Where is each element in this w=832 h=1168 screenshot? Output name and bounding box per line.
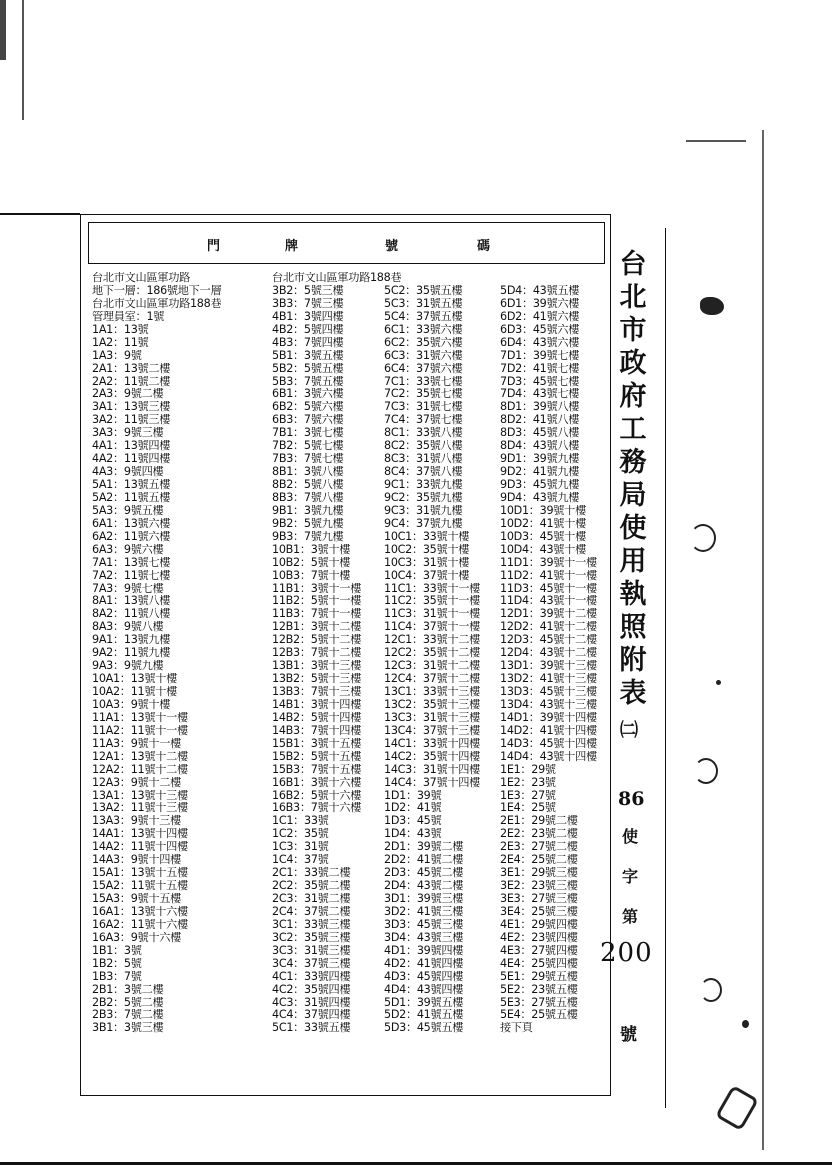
scan-mark <box>715 1085 759 1131</box>
address-line: 13B3：7號十三樓 <box>272 686 362 698</box>
header-char-4: 碼 <box>477 239 491 254</box>
address-line: 9A3：9號九樓 <box>92 660 164 673</box>
address-line: 13B2：5號十三樓 <box>272 673 362 686</box>
address-line: 3B2：5號三樓 <box>272 284 344 297</box>
side-title-char: 照 <box>619 612 647 643</box>
address-line: 7A1：13號七樓 <box>92 556 171 569</box>
address-line: 7A3：9號七樓 <box>92 582 164 595</box>
address-line: 7B2：5號七樓 <box>272 440 344 453</box>
address-line: 10B1：3號十樓 <box>272 543 351 556</box>
address-line: 6C4：37號六樓 <box>384 362 463 375</box>
address-line: 8B1：3號八樓 <box>272 466 344 479</box>
address-line: 接下頁 <box>500 1022 533 1035</box>
address-column-4 <box>500 272 597 1035</box>
address-line: 7C2：35號七樓 <box>384 388 463 401</box>
address-line: 11B2：5號十一樓 <box>272 595 362 608</box>
address-line: 1A2：11號 <box>92 336 149 349</box>
scan-left-rule <box>0 213 80 215</box>
scan-bottom-rule <box>0 1162 832 1165</box>
address-line: 4C3：31號四樓 <box>272 996 351 1009</box>
address-line: 16A2：11號十六樓 <box>92 918 188 931</box>
address-line: 7D3：45號七樓 <box>500 375 580 388</box>
address-line: 11B1：3號十一樓 <box>272 582 362 595</box>
address-line: 10A2：11號十樓 <box>92 686 177 698</box>
address-line: 13A3：9號十三樓 <box>92 815 182 828</box>
side-title-char: 政 <box>619 348 647 379</box>
address-line: 5E1：29號五樓 <box>500 970 578 983</box>
address-line: 5D3：45號五樓 <box>384 1022 464 1035</box>
address-line: 7B3：7號七樓 <box>272 453 344 466</box>
address-line: 5A1：13號五樓 <box>92 479 171 491</box>
permit-suffix: 號 <box>620 1025 637 1045</box>
address-line: 1E3：27號 <box>500 789 556 802</box>
address-line: 4E4：25號四樓 <box>500 957 578 970</box>
address-line: 6A1：13號六樓 <box>92 517 171 530</box>
address-line: 12C1：33號十二樓 <box>384 634 481 647</box>
address-line: 3E4：25號三樓 <box>500 905 578 918</box>
address-line: 2E2：23號二樓 <box>500 828 578 841</box>
address-line: 12D1：39號十二樓 <box>500 608 597 621</box>
address-line: 1A3：9號 <box>92 349 142 362</box>
address-line: 6C2：35號六樓 <box>384 336 463 349</box>
address-line: 1B1：3號 <box>92 944 142 957</box>
address-line: 1E1：29號 <box>500 763 556 776</box>
address-line: 8C4：37號八樓 <box>384 466 463 479</box>
address-line: 9D2：41號九樓 <box>500 466 580 479</box>
address-line: 3D1：39號三樓 <box>384 893 464 905</box>
scan-mark <box>700 297 724 315</box>
address-line: 4D1：39號四樓 <box>384 944 464 957</box>
address-line: 7A2：11號七樓 <box>92 569 171 582</box>
address-line: 11C4：37號十一樓 <box>384 621 481 634</box>
address-line: 8D2：41號八樓 <box>500 414 580 427</box>
address-line: 4C2：35號四樓 <box>272 983 351 996</box>
address-line: 14C3：31號十四樓 <box>384 763 481 776</box>
address-line: 1D4：43號 <box>384 828 442 841</box>
address-line: 3B3：7號三樓 <box>272 297 344 310</box>
address-line: 8D1：39號八樓 <box>500 401 580 414</box>
address-line: 10A1：13號十樓 <box>92 673 177 686</box>
address-line: 5E3：27號五樓 <box>500 996 578 1009</box>
address-line: 10C3：31號十樓 <box>384 556 470 569</box>
address-line: 8B3：7號八樓 <box>272 491 344 504</box>
scan-left-vertical <box>22 0 24 120</box>
side-title-char: 執 <box>619 579 647 610</box>
address-line: 台北市文山區軍功路188巷 <box>92 297 222 310</box>
address-line: 12B2：5號十二樓 <box>272 634 362 647</box>
address-line: 10C2：35號十樓 <box>384 543 470 556</box>
address-line: 9D1：39號九樓 <box>500 453 580 466</box>
address-line: 3C1：33號三樓 <box>272 918 351 931</box>
scan-mark <box>690 524 716 552</box>
address-line: 2C2：35號二樓 <box>272 880 351 893</box>
address-line: 2C4：37號二樓 <box>272 905 351 918</box>
address-line: 14D3：45號十四樓 <box>500 737 597 750</box>
address-line: 4C1：33號四樓 <box>272 970 351 983</box>
address-line: 16B3：7號十六樓 <box>272 802 362 815</box>
address-line: 8D3：45號八樓 <box>500 427 580 440</box>
address-line: 5C1：33號五樓 <box>272 1022 351 1035</box>
address-line: 2B2：5號二樓 <box>92 996 164 1009</box>
address-line: 15A2：11號十五樓 <box>92 880 188 893</box>
address-line: 2E1：29號二樓 <box>500 815 578 828</box>
scan-mark <box>742 1020 749 1028</box>
address-line: 9D4：43號九樓 <box>500 491 580 504</box>
address-line: 11B3：7號十一樓 <box>272 608 362 621</box>
side-title-char: 表 <box>619 678 647 709</box>
address-line: 12C3：31號十二樓 <box>384 660 481 673</box>
side-title-char: 府 <box>619 381 647 412</box>
address-line: 10A3：9號十樓 <box>92 698 171 711</box>
address-line: 9C2：35號九樓 <box>384 491 463 504</box>
header-char-3: 號 <box>385 239 399 254</box>
address-line: 10D2：41號十樓 <box>500 517 586 530</box>
address-line: 1B2：5號 <box>92 957 142 970</box>
address-line: 2E4：25號二樓 <box>500 854 578 867</box>
address-line: 9C1：33號九樓 <box>384 479 463 491</box>
address-line: 14B3：7號十四樓 <box>272 724 362 737</box>
address-line: 12A1：13號十二樓 <box>92 750 188 763</box>
address-line: 1D1：39號 <box>384 789 442 802</box>
address-line: 台北市文山區軍功路188巷 <box>272 272 402 284</box>
address-line: 10C1：33號十樓 <box>384 530 470 543</box>
scan-mark <box>694 758 718 784</box>
address-line: 7C1：33號七樓 <box>384 375 463 388</box>
address-line: 12A3：9號十二樓 <box>92 776 182 789</box>
scan-right-vertical <box>762 130 764 1150</box>
side-title <box>618 248 648 710</box>
permit-number: 200 <box>600 938 653 968</box>
address-line: 12A2：11號十二樓 <box>92 763 188 776</box>
address-line: 11D3：45號十一樓 <box>500 582 597 595</box>
address-line: 15B1：3號十五樓 <box>272 737 362 750</box>
address-line: 2C3：31號二樓 <box>272 893 351 905</box>
address-line: 5E4：25號五樓 <box>500 1009 578 1022</box>
address-line: 3D3：45號三樓 <box>384 918 464 931</box>
address-line: 4A2：11號四樓 <box>92 453 171 466</box>
address-line: 6D3：45號六樓 <box>500 323 580 336</box>
address-line: 6D1：39號六樓 <box>500 297 580 310</box>
address-line: 8A3：9號八樓 <box>92 621 164 634</box>
address-line: 2B1：3號二樓 <box>92 983 164 996</box>
side-title-char: 附 <box>619 645 647 676</box>
address-line: 13D2：41號十三樓 <box>500 673 597 686</box>
address-line: 2D2：41號二樓 <box>384 854 464 867</box>
address-line: 4C4：37號四樓 <box>272 1009 351 1022</box>
scan-top-left-line <box>0 0 6 60</box>
address-line: 4E3：27號四樓 <box>500 944 578 957</box>
address-line: 2B3：7號二樓 <box>92 1009 164 1022</box>
address-line: 13B1：3號十三樓 <box>272 660 362 673</box>
address-line: 5B2：5號五樓 <box>272 362 344 375</box>
address-line: 7D1：39號七樓 <box>500 349 580 362</box>
address-line: 13D1：39號十三樓 <box>500 660 597 673</box>
address-line: 4D4：43號四樓 <box>384 983 464 996</box>
address-line: 台北市文山區軍功路 <box>92 272 190 284</box>
address-line: 4B1：3號四樓 <box>272 310 344 323</box>
address-line: 5C3：31號五樓 <box>384 297 463 310</box>
address-line: 12D2：41號十二樓 <box>500 621 597 634</box>
address-line: 7C4：37號七樓 <box>384 414 463 427</box>
address-line: 14A1：13號十四樓 <box>92 828 188 841</box>
address-line: 9A1：13號九樓 <box>92 634 171 647</box>
address-line: 3A1：13號三樓 <box>92 401 171 414</box>
address-line: 9C4：37號九樓 <box>384 517 463 530</box>
address-line: 10D3：45號十樓 <box>500 530 586 543</box>
address-line: 3D2：41號三樓 <box>384 905 464 918</box>
address-line: 14C4：37號十四樓 <box>384 776 481 789</box>
address-line: 8A2：11號八樓 <box>92 608 171 621</box>
address-line: 6A3：9號六樓 <box>92 543 164 556</box>
address-line: 6B1：3號六樓 <box>272 388 344 401</box>
address-line: 5D2：41號五樓 <box>384 1009 464 1022</box>
permit-category-2: 字 <box>622 867 639 886</box>
address-line: 9C3：31號九樓 <box>384 504 463 517</box>
address-line: 5D4：43號五樓 <box>500 284 580 297</box>
address-line: 6C3：31號六樓 <box>384 349 463 362</box>
address-line: 1E4：25號 <box>500 802 556 815</box>
address-line: 12D3：45號十二樓 <box>500 634 597 647</box>
side-title-char: 台 <box>619 249 647 280</box>
address-line: 16B1：3號十六樓 <box>272 776 362 789</box>
address-line: 4E2：23號四樓 <box>500 931 578 944</box>
address-line: 13C3：31號十三樓 <box>384 711 481 724</box>
address-line: 4B2：5號四樓 <box>272 323 344 336</box>
address-line: 11A3：9號十一樓 <box>92 737 182 750</box>
address-line: 5B1：3號五樓 <box>272 349 344 362</box>
scan-mark <box>716 680 721 685</box>
permit-category-1: 使 <box>622 827 639 846</box>
permit-year: 86 <box>618 788 645 810</box>
address-line: 14D1：39號十四樓 <box>500 711 597 724</box>
address-line: 14D2：41號十四樓 <box>500 724 597 737</box>
address-line: 16B2：5號十六樓 <box>272 789 362 802</box>
address-line: 地下一層：186號地下一層 <box>92 284 222 297</box>
address-line: 1D2：41號 <box>384 802 442 815</box>
address-line: 9B3：7號九樓 <box>272 530 344 543</box>
header-char-2: 牌 <box>285 239 299 254</box>
side-title-char: 使 <box>619 513 647 544</box>
address-line: 5D1：39號五樓 <box>384 996 464 1009</box>
address-line: 13A1：13號十三樓 <box>92 789 188 802</box>
side-title-char: 北 <box>619 282 647 313</box>
address-line: 1A1：13號 <box>92 323 149 336</box>
address-line: 管理員室：1號 <box>92 310 165 323</box>
address-line: 11C3：31號十一樓 <box>384 608 481 621</box>
address-line: 1E2：23號 <box>500 776 556 789</box>
scan-mark-line <box>686 140 746 142</box>
address-line: 3B1：3號三樓 <box>92 1022 164 1035</box>
address-line: 2C1：33號二樓 <box>272 867 351 880</box>
address-line: 5C4：37號五樓 <box>384 310 463 323</box>
address-line <box>384 272 480 285</box>
address-line: 8C2：35號八樓 <box>384 440 463 453</box>
address-line: 5A3：9號五樓 <box>92 504 164 517</box>
side-title-char: 工 <box>619 414 647 445</box>
address-line: 6C1：33號六樓 <box>384 323 463 336</box>
address-line: 16A1：13號十六樓 <box>92 905 188 918</box>
address-line: 14D4：43號十四樓 <box>500 750 597 763</box>
address-line: 6D4：43號六樓 <box>500 336 580 349</box>
address-line: 14C1：33號十四樓 <box>384 737 481 750</box>
address-line: 1C4：37號 <box>272 854 329 867</box>
address-line: 13C4：37號十三樓 <box>384 724 481 737</box>
address-line: 2A1：13號二樓 <box>92 362 171 375</box>
address-line: 6D2：41號六樓 <box>500 310 580 323</box>
address-line: 5E2：23號五樓 <box>500 983 578 996</box>
address-line: 13D3：45號十三樓 <box>500 686 597 698</box>
address-line: 7C3：31號七樓 <box>384 401 463 414</box>
address-line: 10B2：5號十樓 <box>272 556 351 569</box>
section-mark: ㈡ <box>620 720 638 741</box>
address-line: 4E1：29號四樓 <box>500 918 578 931</box>
address-line: 9B1：3號九樓 <box>272 504 344 517</box>
address-line: 10C4：37號十樓 <box>384 569 470 582</box>
side-title-char: 務 <box>619 447 647 478</box>
address-line: 2A3：9號二樓 <box>92 388 164 401</box>
address-line: 10D1：39號十樓 <box>500 504 586 517</box>
address-line: 3C2：35號三樓 <box>272 931 351 944</box>
address-line: 3E3：27號三樓 <box>500 893 578 905</box>
address-line: 3E2：23號三樓 <box>500 880 578 893</box>
address-line: 13A2：11號十三樓 <box>92 802 188 815</box>
address-line: 3C3：31號三樓 <box>272 944 351 957</box>
address-line: 14A3：9號十四樓 <box>92 854 182 867</box>
address-line: 11A1：13號十一樓 <box>92 711 188 724</box>
address-line: 6A2：11號六樓 <box>92 530 171 543</box>
address-column-3 <box>384 272 480 1035</box>
address-line: 12B3：7號十二樓 <box>272 647 362 660</box>
address-line: 10D4：43號十樓 <box>500 543 586 556</box>
address-line: 2A2：11號二樓 <box>92 375 171 388</box>
side-title-char: 用 <box>619 546 647 577</box>
address-line: 15A1：13號十五樓 <box>92 867 188 880</box>
address-line: 6B3：7號六樓 <box>272 414 344 427</box>
address-line: 14C2：35號十四樓 <box>384 750 481 763</box>
address-line: 7D2：41號七樓 <box>500 362 580 375</box>
address-line: 8C3：31號八樓 <box>384 453 463 466</box>
address-line: 3E1：29號三樓 <box>500 867 578 880</box>
address-line: 4D3：45號四樓 <box>384 970 464 983</box>
header-char-1: 門 <box>207 239 221 254</box>
address-line: 5A2：11號五樓 <box>92 491 171 504</box>
address-line: 3C4：37號三樓 <box>272 957 351 970</box>
address-line: 12C2：35號十二樓 <box>384 647 481 660</box>
side-title-char: 局 <box>619 480 647 511</box>
address-line: 3D4：43號三樓 <box>384 931 464 944</box>
address-line: 11D1：39號十一樓 <box>500 556 597 569</box>
permit-category-3: 第 <box>622 907 639 926</box>
address-line: 11D2：41號十一樓 <box>500 569 597 582</box>
address-line: 14B1：3號十四樓 <box>272 698 362 711</box>
address-line: 5B3：7號五樓 <box>272 375 344 388</box>
side-title-char: 市 <box>619 315 647 346</box>
address-line: 1C1：33號 <box>272 815 329 828</box>
address-line: 11A2：11號十一樓 <box>92 724 188 737</box>
address-line: 11C2：35號十一樓 <box>384 595 481 608</box>
address-line: 13D4：43號十三樓 <box>500 698 597 711</box>
address-line: 2D4：43號二樓 <box>384 880 464 893</box>
address-line: 4D2：41號四樓 <box>384 957 464 970</box>
address-line: 12D4：43號十二樓 <box>500 647 597 660</box>
address-line: 9D3：45號九樓 <box>500 479 580 491</box>
address-line: 7B1：3號七樓 <box>272 427 344 440</box>
address-line: 8B2：5號八樓 <box>272 479 344 491</box>
address-line: 4B3：7號四樓 <box>272 336 344 349</box>
address-line: 4A3：9號四樓 <box>92 466 164 479</box>
address-line: 15B2：5號十五樓 <box>272 750 362 763</box>
address-line <box>500 272 597 285</box>
address-line: 7D4：43號七樓 <box>500 388 580 401</box>
table-header <box>88 222 605 264</box>
scan-mark <box>700 978 722 1002</box>
address-line: 15A3：9號十五樓 <box>92 893 182 905</box>
address-line: 9A2：11號九樓 <box>92 647 171 660</box>
address-line: 13C2：35號十三樓 <box>384 698 481 711</box>
address-line: 2D1：39號二樓 <box>384 841 464 854</box>
address-line: 3A3：9號三樓 <box>92 427 164 440</box>
address-line: 8D4：43號八樓 <box>500 440 580 453</box>
address-line: 15B3：7號十五樓 <box>272 763 362 776</box>
address-line: 1C2：35號 <box>272 828 329 841</box>
address-line: 13C1：33號十三樓 <box>384 686 481 698</box>
address-line: 11C1：33號十一樓 <box>384 582 481 595</box>
address-line: 11D4：43號十一樓 <box>500 595 597 608</box>
address-line: 14B2：5號十四樓 <box>272 711 362 724</box>
address-line: 14A2：11號十四樓 <box>92 841 188 854</box>
address-line: 10B3：7號十樓 <box>272 569 351 582</box>
address-line: 12C4：37號十二樓 <box>384 673 481 686</box>
address-line: 1B3：7號 <box>92 970 142 983</box>
address-line: 3A2：11號三樓 <box>92 414 171 427</box>
address-line: 8C1：33號八樓 <box>384 427 463 440</box>
address-line: 9B2：5號九樓 <box>272 517 344 530</box>
address-line: 12B1：3號十二樓 <box>272 621 362 634</box>
address-line: 6B2：5號六樓 <box>272 401 344 414</box>
address-line: 4A1：13號四樓 <box>92 440 171 453</box>
address-line: 2E3：27號二樓 <box>500 841 578 854</box>
address-line: 1C3：31號 <box>272 841 329 854</box>
address-line: 16A3：9號十六樓 <box>92 931 182 944</box>
address-line: 1D3：45號 <box>384 815 442 828</box>
address-line: 8A1：13號八樓 <box>92 595 171 608</box>
address-line: 5C2：35號五樓 <box>384 284 463 297</box>
address-column-1 <box>92 272 221 1035</box>
address-column-2 <box>272 272 401 1035</box>
address-line: 2D3：45號二樓 <box>384 867 464 880</box>
